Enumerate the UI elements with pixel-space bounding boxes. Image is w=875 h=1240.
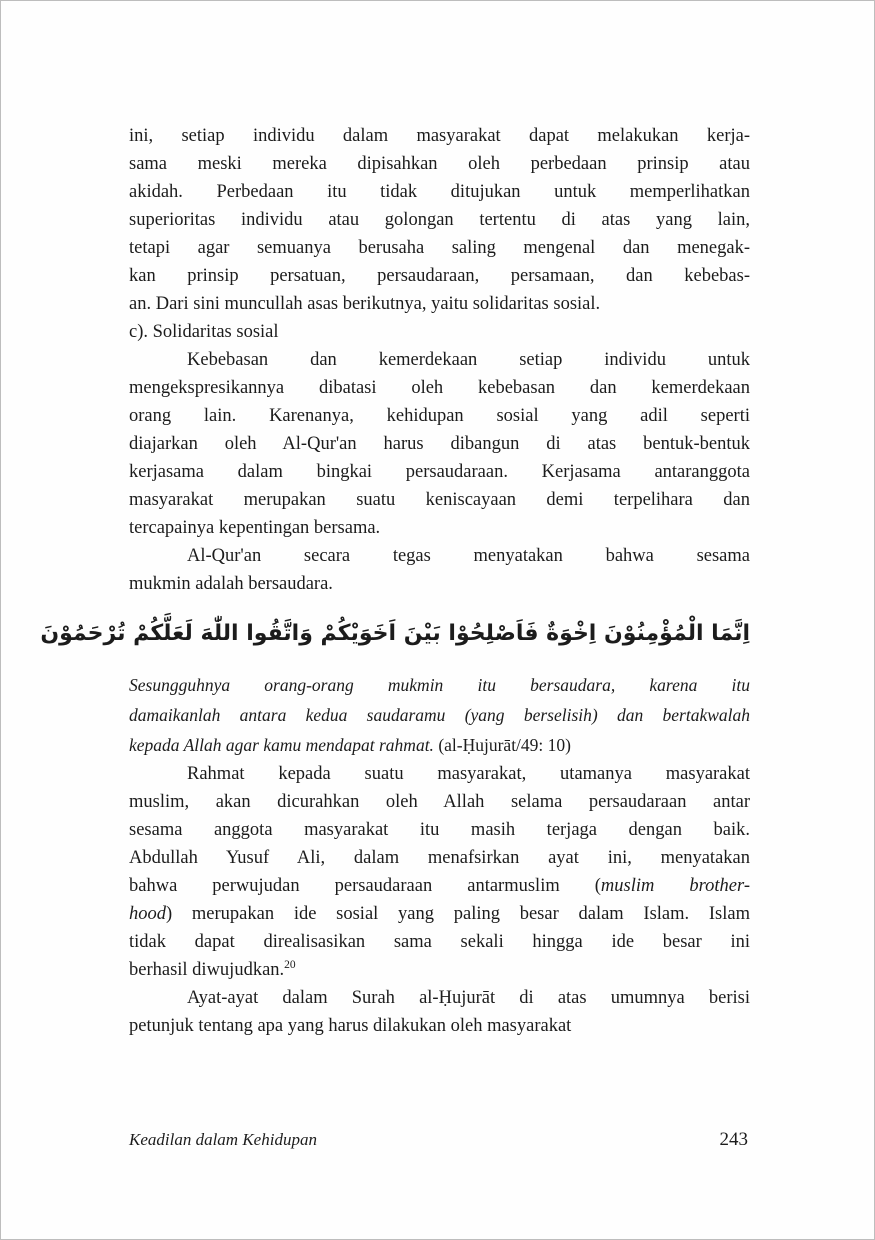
page-number: 243: [719, 1129, 748, 1150]
footer-book-title: Keadilan dalam Kehidupan: [129, 1130, 317, 1149]
page-footer: [129, 1129, 748, 1151]
paragraph: Al-Qur'an secara tegas menyatakan bahwa sesama mukmin adalah bersaudara.: [129, 546, 750, 594]
paragraph: Kebebasan dan kemerdekaan setiap individu untuk mengekspresikannya dibatasi oleh kebebasan dan kemerdekaan orang lain. Karenanya, kehidupan sosial yang adil seperti diajarkan oleh Al-Qur'an harus dibangun di atas bentuk-bentuk kerjasama dalam bingkai persaudaraan. Kerjasama antaranggota masyarakat merupakan suatu keniscayaan demi terpelihara dan tercapainya kepentingan bersama.: [129, 350, 750, 538]
paragraph: Ayat-ayat dalam Surah al-Ḥujurāt di atas umumnya berisi petunjuk tentang apa yang harus dilakukan oleh masyarakat: [129, 988, 750, 1036]
paragraph: Rahmat kepada suatu masyarakat, utamanya masyarakat muslim, akan dicurahkan oleh Allah selama persaudaraan antar sesama anggota masyarakat itu masih terjaga dengan baik. Abdullah Yusuf Ali, dalam menafsirkan ayat ini, menyatakan bahwa perwujudan persaudaraan antarmuslim (muslim brother- hood) merupakan ide sosial yang paling besar dalam Islam. Islam tidak dapat direalisasikan sama sekali hingga ide besar ini berhasil diwujudkan.$^{20}$: [129, 764, 750, 980]
paragraph-continuation: ini, setiap individu dalam masyarakat dapat melakukan kerja- sama meski mereka dipisahkan oleh perbedaan prinsip atau akidah. Perbedaan itu tidak ditujukan untuk memperlihatkan superioritas individu atau golongan tertentu di atas yang lain, tetapi agar semuanya berusaha saling mengenal dan menegak- kan prinsip persatuan, persaudaraan, persamaan, dan kebebas- an. Dari sini muncullah asas berikutnya, yaitu solidaritas sosial.: [129, 126, 750, 314]
section-heading: c). Solidaritas sosial: [129, 322, 279, 342]
body-text: [40, 122, 750, 1040]
arabic-verse: اِنَّمَا الْمُؤْمِنُوْنَ اِخْوَةٌ فَاَصْلِحُوْا بَيْنَ اَخَوَيْكُمْ وَاتَّقُوا اللّٰهَ لَعَلَّكُمْ تُرْحَمُوْنَ: [40, 621, 750, 646]
verse-translation: Sesungguhnya orang-orang mukmin itu bersaudara, karena itu damaikanlah antara kedua saudaramu (yang berselisih) dan bertakwalah kepada Allah agar kamu mendapat rahmat. (al-Ḥujurāt/49: 10): [129, 675, 750, 755]
